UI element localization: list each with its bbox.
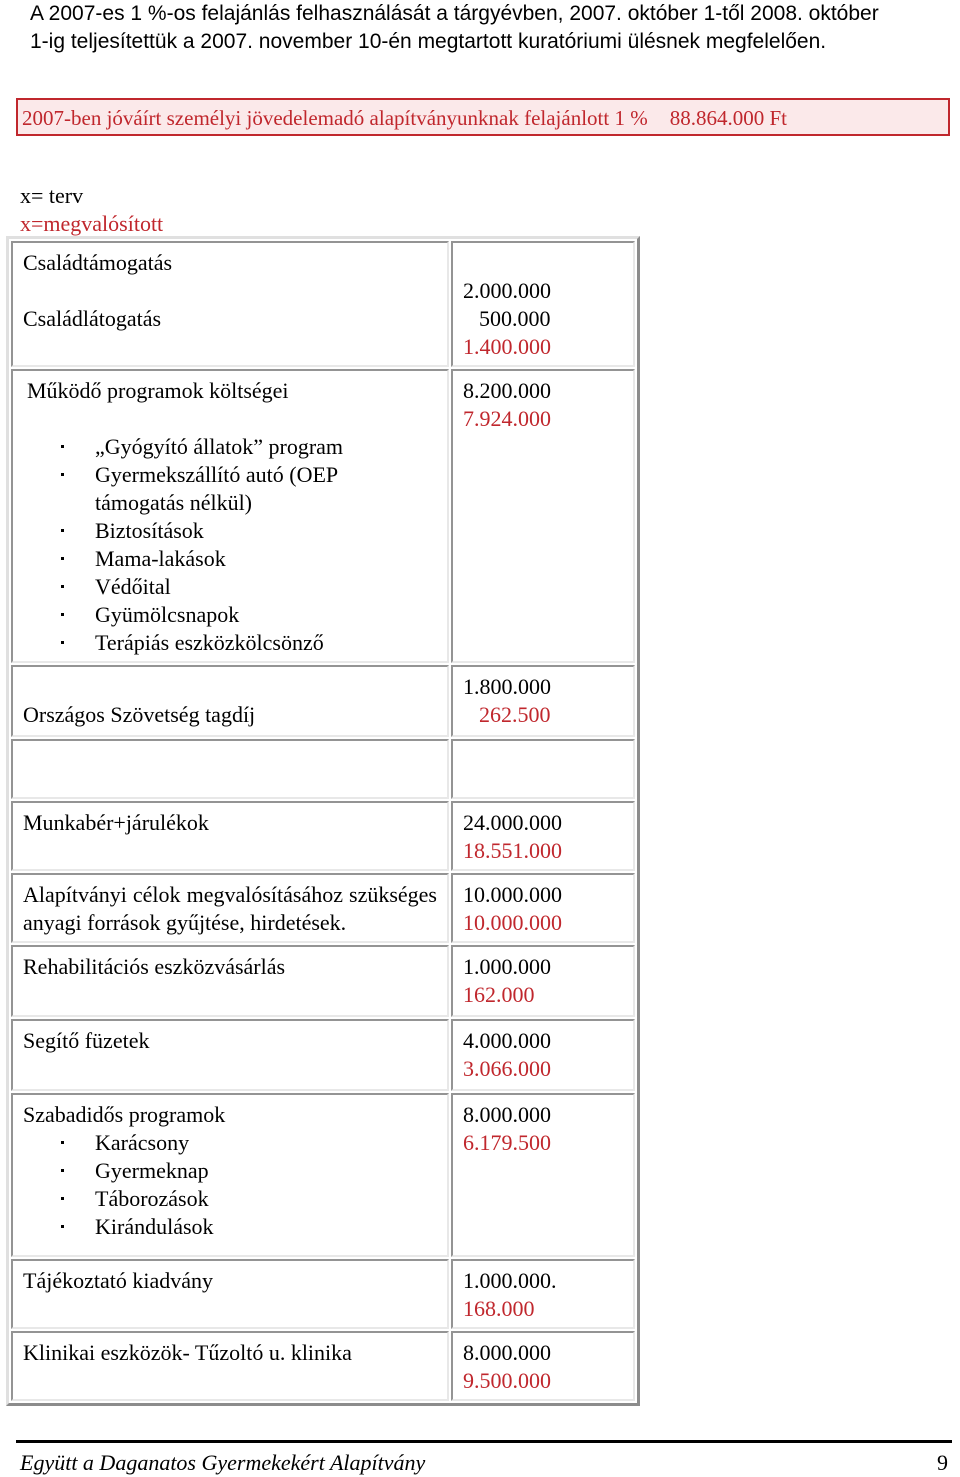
row-values <box>451 1019 635 1091</box>
row-label <box>11 1093 449 1257</box>
label-line: Segítő füzetek <box>23 1028 150 1053</box>
list-item: „Gyógyító állatok” program <box>23 433 437 461</box>
row-label <box>11 945 449 1017</box>
budget-table <box>6 236 640 1406</box>
plan-value: 8.200.000 <box>463 378 551 403</box>
list-item: Terápiás eszközkölcsönző <box>23 629 437 657</box>
actual-value: 18.551.000 <box>463 838 562 863</box>
label-line: Működő programok költségei <box>27 378 289 403</box>
plan-value: 1.800.000 <box>463 674 551 699</box>
table-row-empty <box>11 739 635 799</box>
label-line: Országos Szövetség tagdíj <box>23 702 256 727</box>
plan-value: 24.000.000 <box>463 810 562 835</box>
label-line: Családlátogatás <box>23 306 162 331</box>
footer-organization: Együtt a Daganatos Gyermekekért Alapítvány <box>20 1450 426 1475</box>
list-item: Táborozások <box>23 1185 437 1213</box>
page-footer <box>16 1440 952 1475</box>
plan-value: 10.000.000 <box>463 882 562 907</box>
row-values <box>451 945 635 1017</box>
intro-line-1: A 2007-es 1 %-os felajánlás felhasználását a tárgyévben, 2007. október 1-től 2008. október <box>30 2 879 25</box>
table-row <box>11 801 635 871</box>
label-line: Rehabilitációs eszközvásárlás <box>23 954 286 979</box>
row-label <box>11 873 449 943</box>
label-text: Alapítványi célok megvalósításához szükséges anyagi források gyűjtése, hirdetések. <box>23 882 437 935</box>
plan-value: 1.000.000 <box>463 954 551 979</box>
actual-value: 3.066.000 <box>463 1056 551 1081</box>
list-item: Gyermeknap <box>23 1157 437 1185</box>
list-item: Gyermekszállító autó (OEP támogatás nélkül) <box>23 461 437 517</box>
empty-cell <box>11 739 449 799</box>
plan-value: 8.000.000 <box>463 1102 551 1127</box>
table-row <box>11 1093 635 1257</box>
legend-plan: x= terv <box>20 183 84 208</box>
table-row <box>11 873 635 943</box>
table-row <box>11 241 635 367</box>
actual-value: 6.179.500 <box>463 1130 551 1155</box>
list-item: Biztosítások <box>23 517 437 545</box>
row-values <box>451 369 635 663</box>
row-values <box>451 873 635 943</box>
plan-value: 2.000.000 <box>463 278 551 303</box>
empty-cell <box>451 739 635 799</box>
actual-value: 262.500 <box>479 702 551 727</box>
row-label <box>11 801 449 871</box>
row-label <box>11 241 449 367</box>
one-percent-callout <box>16 98 950 136</box>
row-label <box>11 1259 449 1329</box>
row-values <box>451 1331 635 1401</box>
row-values <box>451 1259 635 1329</box>
actual-value: 168.000 <box>463 1296 535 1321</box>
actual-value: 7.924.000 <box>463 406 551 431</box>
table-row <box>11 945 635 1017</box>
legend-actual: x=megvalósított <box>20 211 164 236</box>
plan-value: 1.000.000. <box>463 1268 557 1293</box>
list-item: Karácsony <box>23 1129 437 1157</box>
table-row <box>11 369 635 663</box>
table-row <box>11 665 635 737</box>
label-line: Családtámogatás <box>23 250 173 275</box>
plan-value: 500.000 <box>479 306 551 331</box>
plan-value: 8.000.000 <box>463 1340 551 1365</box>
callout-text: 2007-ben jóváírt személyi jövedelemadó alapítványunknak felajánlott 1 % <box>22 106 648 130</box>
label-line: Tájékoztató kiadvány <box>23 1268 213 1293</box>
actual-value: 1.400.000 <box>463 334 551 359</box>
list-item: Védőital <box>23 573 437 601</box>
list-item: Gyümölcsnapok <box>23 601 437 629</box>
row-values <box>451 241 635 367</box>
actual-value: 9.500.000 <box>463 1368 551 1393</box>
legend <box>20 182 163 238</box>
callout-amount: 88.864.000 Ft <box>669 106 787 130</box>
label-line: Klinikai eszközök- Tűzoltó u. klinika <box>23 1340 352 1365</box>
plan-value: 4.000.000 <box>463 1028 551 1053</box>
actual-value: 162.000 <box>463 982 535 1007</box>
intro-line-2: 1-ig teljesítettük a 2007. november 10-én megtartott kuratóriumi ülésnek megfelelően. <box>30 30 827 53</box>
table-row <box>11 1259 635 1329</box>
label-line: Munkabér+járulékok <box>23 810 209 835</box>
table-row <box>11 1019 635 1091</box>
leisure-list <box>23 1129 437 1241</box>
actual-value: 10.000.000 <box>463 910 562 935</box>
row-values <box>451 665 635 737</box>
page-number: 9 <box>937 1450 948 1475</box>
list-item: Mama-lakások <box>23 545 437 573</box>
intro-paragraph <box>30 0 940 56</box>
program-list <box>23 433 437 657</box>
row-values <box>451 801 635 871</box>
list-item: Kirándulások <box>23 1213 437 1241</box>
label-line: Szabadidős programok <box>23 1102 226 1127</box>
row-label <box>11 1331 449 1401</box>
table-row <box>11 1331 635 1401</box>
row-label <box>11 665 449 737</box>
row-label <box>11 1019 449 1091</box>
row-label <box>11 369 449 663</box>
row-values <box>451 1093 635 1257</box>
